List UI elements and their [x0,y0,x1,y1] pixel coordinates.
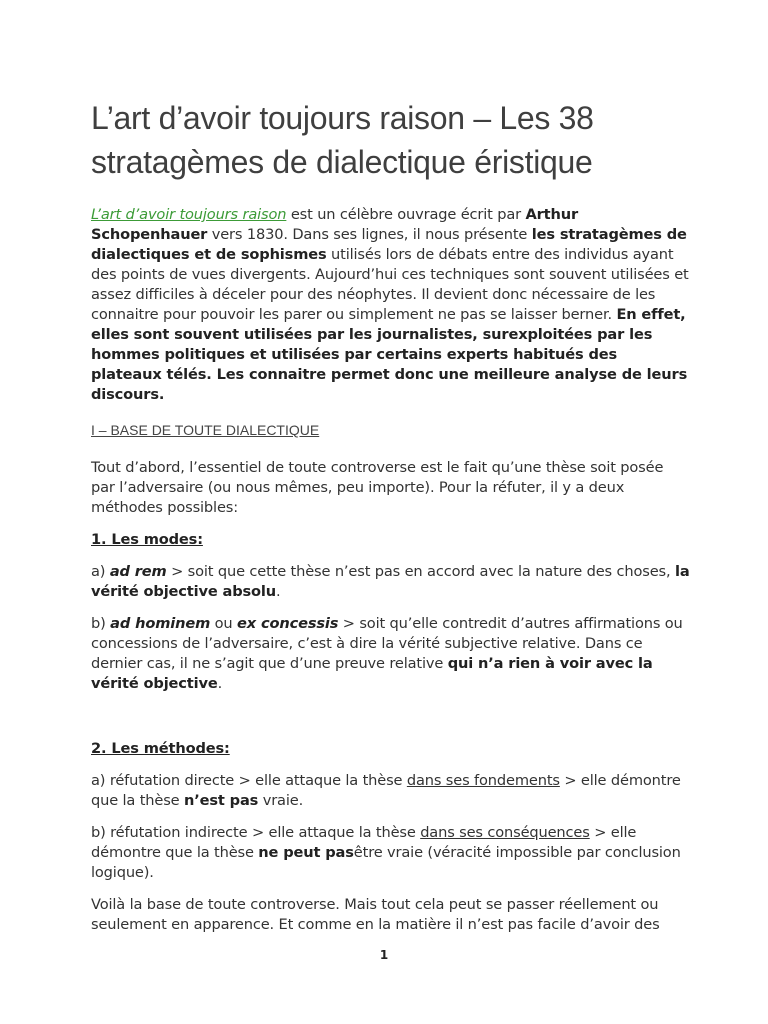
mode-b-paragraph [91,614,691,694]
section-heading [91,421,691,439]
mode-a-paragraph [91,562,691,602]
method-a-underline: dans ses fondements [406,772,560,789]
method-b-text-3: être vraie (véracité impossible par conclusion logique). [91,844,681,881]
method-b-underline: dans ses conséquences [420,824,590,841]
author-name: Arthur Schopenhauer [91,206,579,243]
intro-bold-3: En effet, elles sont souvent utilisées par les journalistes, surexploitées par les hommes politiques et utilisées par certains experts habitués des plateaux télés. Les connaitre permet donc une meilleure analyse de leurs discours. [91,306,688,403]
document-title: L’art d’avoir toujours raison – Les 38 stratagèmes de dialectique éristique [91,100,594,180]
method-a-text-2: > elle démontre que la thèse [91,772,681,809]
closing-text: Voilà la base de toute controverse. Mais tout cela peut se passer réellement ou seulement en apparence. Et comme en la matière il n’est pas facile d’avoir des [91,896,660,933]
intro-text-2: vers 1830. Dans ses lignes, il nous présente [207,226,532,243]
mode-b-term-2: ex concessis [237,615,339,632]
section-1-text: Tout d’abord, l’essentiel de toute controverse est le fait qu’une thèse soit posée par l’adversaire (ou nous mêmes, peu importe). Pour la réfuter, il y a deux méthodes possibles: [91,459,664,516]
intro-text-1: est un célèbre ouvrage écrit par [286,206,526,223]
method-b-text-1: b) réfutation indirecte > elle attaque la thèse [91,824,421,841]
mode-a-bold: la vérité objective absolu [91,563,690,600]
mode-b-bold: qui n’a rien à voir avec la vérité objective [91,655,653,692]
intro-bold-2: les stratagèmes de dialectiques et de sophismes [91,226,687,263]
mode-a-term: ad rem [109,563,167,580]
methods-heading: 2. Les méthodes: [91,740,230,757]
method-b-text-2: > elle démontre que la thèse [91,824,637,861]
mode-a-prefix: a) [91,563,110,580]
method-b-paragraph [91,823,691,883]
method-a-paragraph [91,771,691,811]
method-a-text-1: a) réfutation directe > elle attaque la thèse [91,772,407,789]
book-link[interactable]: L’art d’avoir toujours raison [91,206,287,223]
intro-paragraph [91,205,691,405]
closing-paragraph [91,895,691,935]
section-1-heading: I – BASE DE TOUTE DIALECTIQUE [91,422,320,438]
mode-b-text: > soit qu’elle contredit d’autres affirmations ou concessions de l’adversaire, c’est à dire la vérité subjective relative. Dans ce dernier cas, il ne s’agit que d’une preuve relative [91,615,683,672]
mode-b-term-1: ad hominem [110,615,211,632]
page-number: 1 [379,948,389,962]
methods-heading-block [91,739,691,759]
modes-heading: 1. Les modes: [91,531,203,548]
mode-a-end: . [276,583,281,600]
method-a-text-3: vraie. [258,792,304,809]
section-1-paragraph [91,458,691,518]
method-a-bold: n’est pas [184,792,259,809]
modes-heading-block [91,530,691,550]
method-b-bold: ne peut pas [258,844,354,861]
mode-b-end: . [217,675,223,692]
mode-b-prefix: b) [91,615,111,632]
mode-a-text: > soit que cette thèse n’est pas en accord avec la nature des choses, [166,563,675,580]
mode-b-or: ou [210,615,238,632]
intro-text-3: utilisés lors de débats entre des individus ayant des points de vues divergents. Aujourd’hui ces techniques sont souvent utilisées et assez difficiles à déceler pour des néophytes. Il devient donc nécessaire de les connaitre pour pouvoir les parer ou simplement ne pas se laisser berner. [91,246,689,323]
